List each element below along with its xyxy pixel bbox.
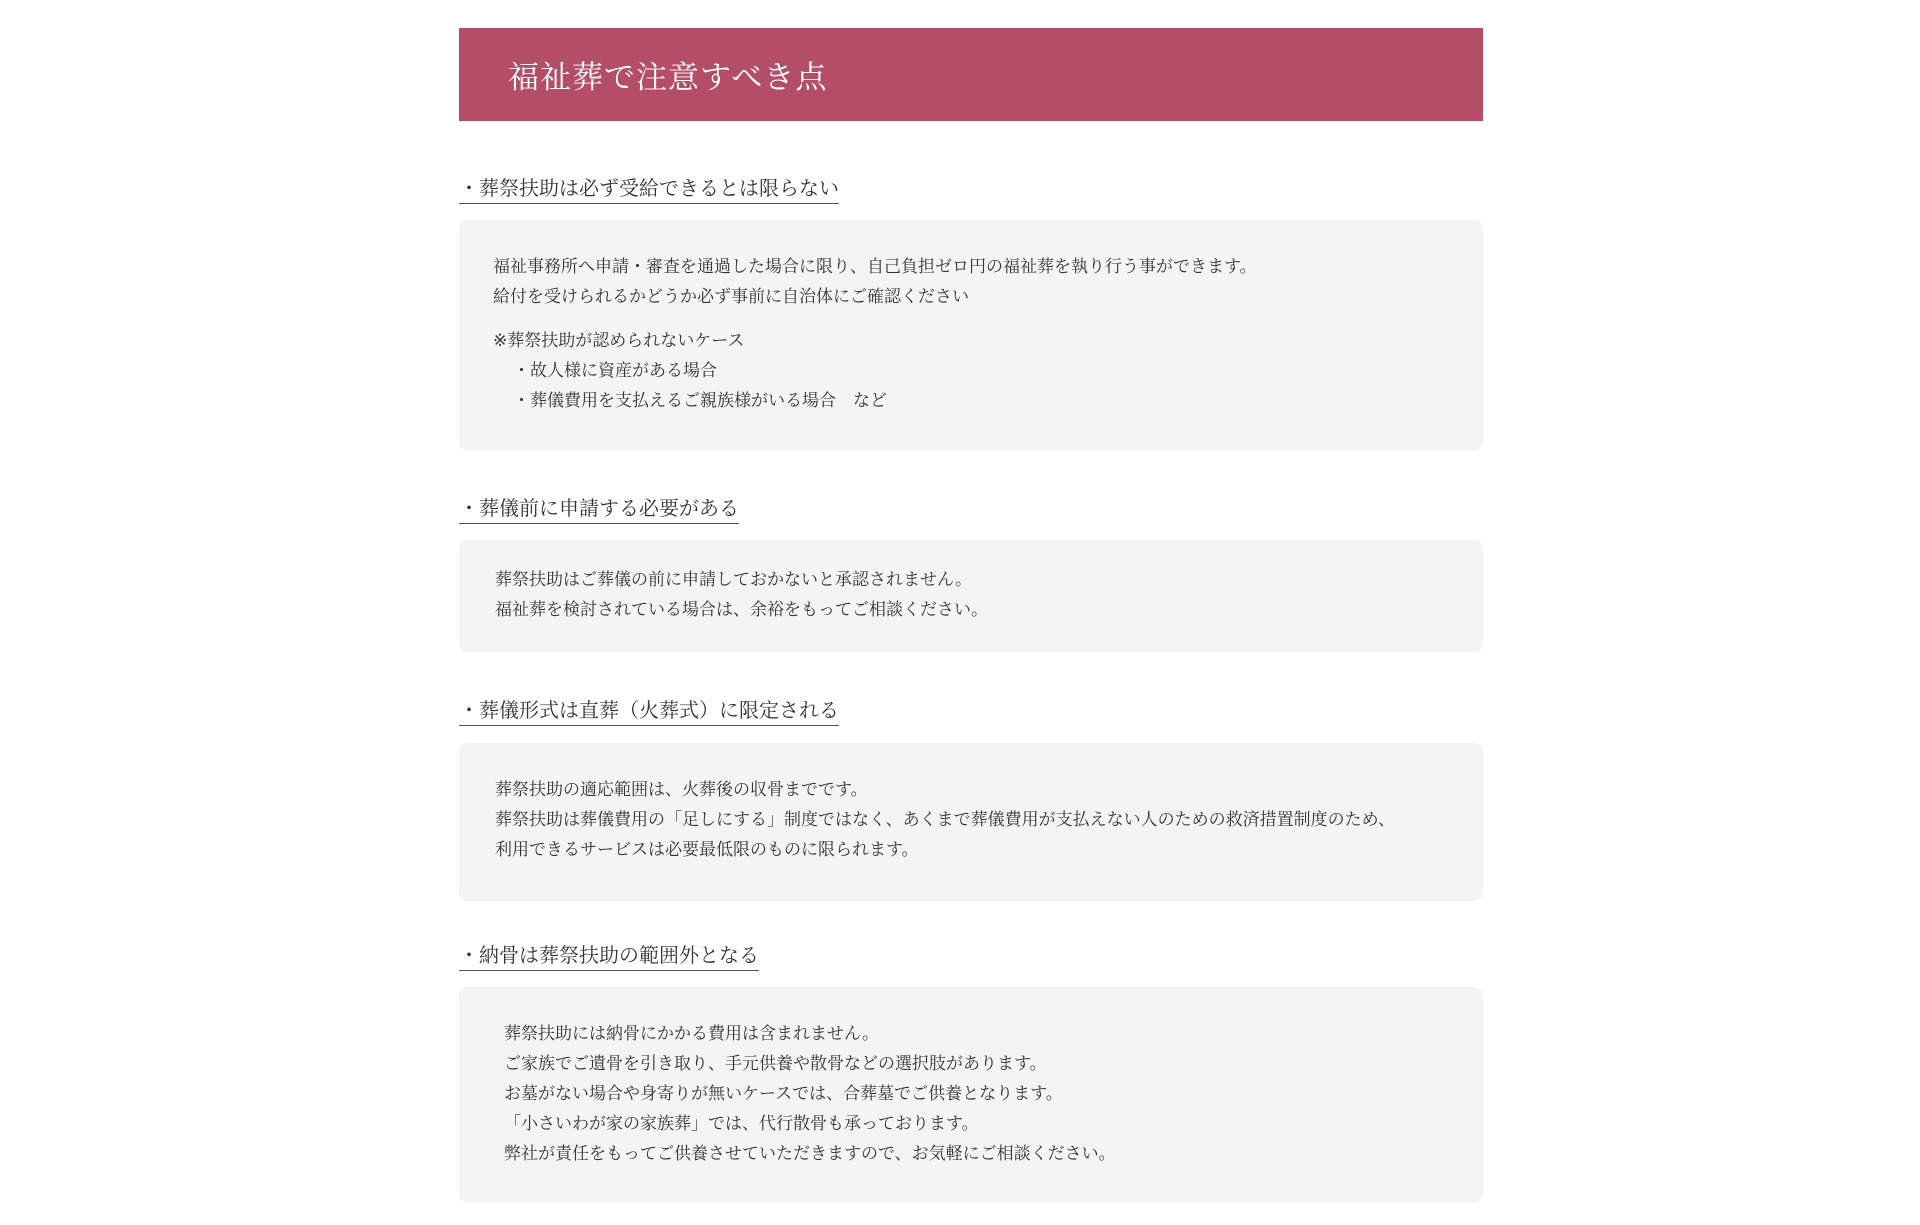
card-paragraph: 葬祭扶助はご葬儀の前に申請しておかないと承認されません。: [495, 570, 973, 590]
card-paragraph: 葬祭扶助の適応範囲は、火葬後の収骨までです。: [495, 780, 868, 800]
content-container: [459, 28, 1483, 1202]
info-card: [459, 987, 1483, 1202]
card-paragraph: ご家族でご遺骨を引き取り、手元供養や散骨などの選択肢があります。: [504, 1054, 1047, 1074]
info-card: [459, 540, 1483, 652]
section-heading: ・葬儀前に申請する必要がある: [459, 494, 739, 524]
section-3: [459, 696, 1483, 726]
note-item: ・故人様に資産がある場合: [513, 361, 717, 381]
card-paragraph: お墓がない場合や身寄りが無いケースでは、合葬墓でご供養となります。: [504, 1084, 1063, 1104]
card-paragraph: 福祉事務所へ申請・審査を通過した場合に限り、自己負担ゼロ円の福祉葬を執り行う事ができます。: [493, 257, 1257, 277]
section-2: [459, 494, 1483, 524]
card-paragraph: 福祉葬を検討されている場合は、余裕をもってご相談ください。: [495, 600, 988, 620]
note-item: ・葬儀費用を支払えるご親族様がいる場合 など: [513, 391, 887, 411]
section-heading: ・葬儀形式は直葬（火葬式）に限定される: [459, 696, 839, 726]
info-card: [459, 743, 1483, 901]
card-paragraph: 利用できるサービスは必要最低限のものに限られます。: [495, 840, 919, 860]
card-paragraph: 弊社が責任をもってご供養させていただきますので、お気軽にご相談ください。: [504, 1144, 1116, 1164]
section-1: [459, 174, 1483, 204]
card-paragraph: 給付を受けられるかどうか必ず事前に自治体にご確認ください: [493, 287, 969, 307]
section-banner: [459, 28, 1483, 121]
section-heading: ・納骨は葬祭扶助の範囲外となる: [459, 941, 759, 971]
card-paragraph: 葬祭扶助は葬儀費用の「足しにする」制度ではなく、あくまで葬儀費用が支払えない人のための救済措置制度のため、: [495, 810, 1395, 830]
note-title: ※葬祭扶助が認められないケース: [493, 331, 745, 351]
section-heading: ・葬祭扶助は必ず受給できるとは限らない: [459, 174, 839, 204]
info-card: [459, 220, 1483, 450]
card-paragraph: 「小さいわが家の家族葬」では、代行散骨も承っております。: [504, 1114, 979, 1134]
card-paragraph: 葬祭扶助には納骨にかかる費用は含まれません。: [504, 1024, 880, 1044]
banner-title: 福祉葬で注意すべき点: [508, 60, 828, 96]
section-4: [459, 941, 1483, 971]
